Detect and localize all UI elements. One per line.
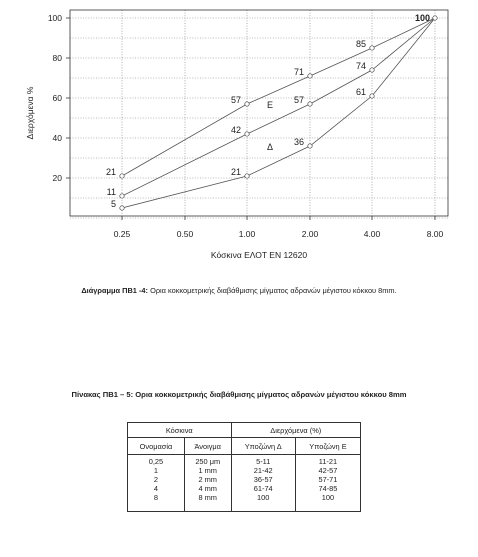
data-point <box>370 46 374 50</box>
table-cell: 0,25 <box>148 457 164 466</box>
column-header-zone-d: Υποζώνη Δ <box>231 438 295 455</box>
figure-caption-text: Ορια κοκκομετρικής διαβάθμισης μίγματος αδρανών μέγιστου κόκκου 8mm. <box>150 286 397 295</box>
data-label: 11 <box>106 187 116 197</box>
data-point <box>308 144 312 148</box>
column-header-zone-e: Υποζώνη Ε <box>295 438 360 455</box>
grading-table <box>127 422 361 512</box>
chart-points <box>120 16 437 210</box>
data-point <box>245 102 249 106</box>
column-header-name: Ονομασία <box>128 438 185 455</box>
data-label: 5 <box>110 199 116 209</box>
table-cell: 57-71 <box>318 475 338 484</box>
data-label: 21 <box>105 167 116 177</box>
y-tick-label: 80 <box>52 53 62 63</box>
y-tick-label: 20 <box>52 173 62 183</box>
table-caption: Πίνακας ΠΒ1 – 5: Ορια κοκκομετρικής διαβάθμισης μίγματος αδρανών μέγιστου κόκκου 8mm <box>71 390 407 399</box>
x-tick-label: 4.00 <box>363 229 381 239</box>
x-axis-title: Κόσκινα ΕΛΟΤ ΕΝ 12620 <box>210 250 308 260</box>
data-point <box>120 194 124 198</box>
data-point <box>370 94 374 98</box>
table-column-header-row <box>128 438 361 455</box>
series-line <box>122 18 435 176</box>
plot-frame <box>70 10 448 216</box>
table-cell: 74-85 <box>318 484 338 493</box>
table-group-header-row <box>128 423 361 438</box>
data-label: 100 <box>414 13 430 23</box>
data-label: 61 <box>355 87 366 97</box>
x-tick-label: 1.00 <box>238 229 256 239</box>
chart-grid <box>70 10 448 218</box>
data-label: 57 <box>293 95 304 105</box>
table-body-row <box>128 455 361 512</box>
data-point <box>370 68 374 72</box>
data-point <box>308 74 312 78</box>
group-header-passing: Διερχόμενα (%) <box>231 423 360 438</box>
table-cell: 8 <box>153 493 159 502</box>
table-cell: 36-57 <box>253 475 273 484</box>
chart-series <box>122 18 435 208</box>
x-tick-label: 0.25 <box>113 229 131 239</box>
column-header-opening: Άνοιγμα <box>184 438 231 455</box>
data-label: 21 <box>230 167 241 177</box>
table-cell: 11-21 <box>318 457 338 466</box>
table-cell: 61-74 <box>253 484 273 493</box>
data-point <box>245 132 249 136</box>
table-cell: 1 mm <box>198 466 217 475</box>
column-opening-values <box>184 455 231 512</box>
data-point <box>120 206 124 210</box>
y-tick-label: 60 <box>52 93 62 103</box>
data-point <box>120 174 124 178</box>
group-header-sieves: Κόσκινα <box>128 423 232 438</box>
table-cell: 1 <box>153 466 159 475</box>
data-label: 42 <box>230 125 241 135</box>
data-label: 57 <box>230 95 241 105</box>
table-cell: 4 mm <box>198 484 217 493</box>
table-cell: 100 <box>257 493 270 502</box>
table-cell: 100 <box>321 493 335 502</box>
y-tick-label: 100 <box>47 13 62 23</box>
table-cell: 250 μm <box>195 457 221 466</box>
table-cell: 21-42 <box>253 466 273 475</box>
data-label: 36 <box>293 137 304 147</box>
data-label: 74 <box>355 61 366 71</box>
x-tick-label: 0.50 <box>176 229 194 239</box>
figure-caption-label: Διάγραμμα ΠΒ1 -4: <box>81 286 149 295</box>
chart-axes <box>25 10 448 260</box>
series-line <box>122 18 435 208</box>
data-point <box>308 102 312 106</box>
zone-label: Δ <box>266 142 274 152</box>
y-tick-label: 40 <box>52 133 62 143</box>
table-cell: 8 mm <box>198 493 217 502</box>
figure-caption <box>0 286 478 295</box>
data-label: 71 <box>293 67 304 77</box>
grading-chart <box>0 0 478 275</box>
table-cell: 4 <box>153 484 159 493</box>
data-point <box>433 16 437 20</box>
y-axis-title: Διερχόμενα % <box>25 86 35 140</box>
x-tick-label: 2.00 <box>301 229 319 239</box>
table-cell: 2 <box>153 475 159 484</box>
data-point <box>245 174 249 178</box>
series-line <box>122 18 435 196</box>
table-cell: 42-57 <box>318 466 338 475</box>
x-tick-label: 8.00 <box>426 229 444 239</box>
data-label: 85 <box>355 39 366 49</box>
column-zone-e-values <box>295 455 360 512</box>
column-name-values <box>128 455 185 512</box>
zone-label: Ε <box>266 100 274 110</box>
table-cell: 5-11 <box>256 457 271 466</box>
column-zone-d-values <box>231 455 295 512</box>
table-cell: 2 mm <box>198 475 217 484</box>
